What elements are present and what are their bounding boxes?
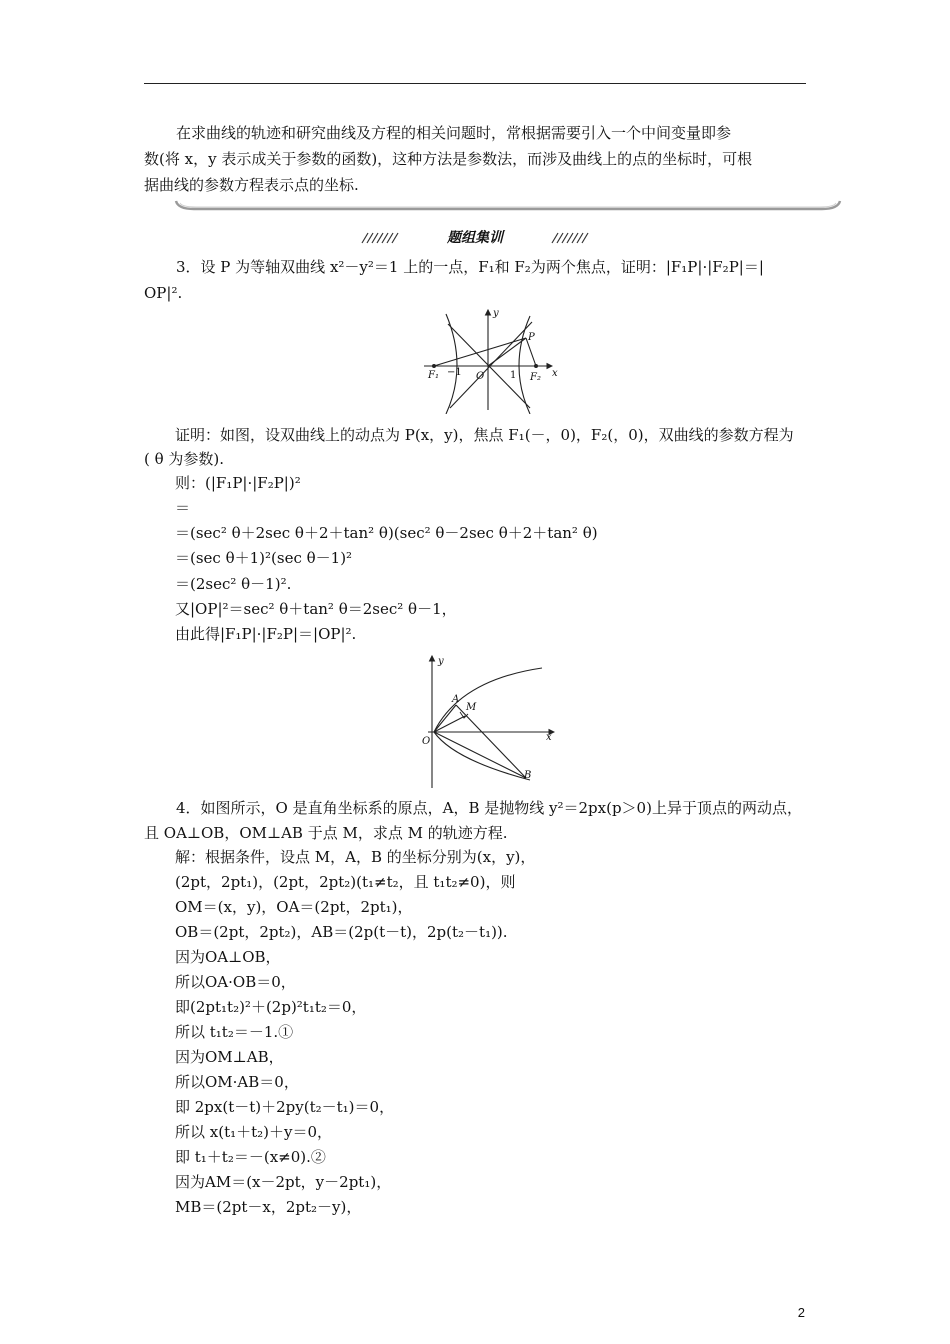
solution-line-1: 解：根据条件，设点 M，A，B 的坐标分别为(x，y)， [175, 848, 536, 866]
fig2-label-x: x [546, 732, 552, 743]
solution-line-7: 即(2pt₁t₂)²＋(2p)²t₁t₂＝0， [175, 998, 367, 1016]
segment-OB [434, 732, 526, 778]
segment-F1P [434, 338, 526, 366]
fig2-label-B: B [524, 770, 532, 781]
solution-line-6: 所以OA·OB＝0， [175, 973, 296, 991]
focus-F2-point [534, 364, 538, 368]
solution-line-10: 所以OM·AB＝0， [175, 1073, 299, 1091]
proof-line-2: ( θ 为参数). [144, 450, 225, 468]
solution-line-9: 因为OM⊥AB， [175, 1048, 284, 1066]
focus-F1-point [432, 364, 436, 368]
section-heading [360, 228, 590, 248]
fig1-label-P: P [528, 332, 535, 343]
solution-line-14: 因为AM＝(x－2pt，y－2pt₁)， [175, 1173, 392, 1191]
solution-line-13: 即 t₁＋t₂＝－(x≠0).② [175, 1148, 326, 1166]
page-number: 2 [797, 1305, 805, 1320]
solution-line-8: 所以 t₁t₂＝－1.① [175, 1023, 294, 1041]
hyperbola-figure [420, 304, 560, 414]
proof-line-8: 又|OP|²＝sec² θ＋tan² θ＝2sec² θ－1， [175, 600, 457, 618]
fig1-label-x: x [552, 368, 558, 379]
proof-line-5: ＝(sec² θ＋2sec θ＋2＋tan² θ)(sec² θ－2sec θ＋2＋tan² θ) [175, 524, 598, 542]
left-branch [446, 314, 457, 414]
problem3-line-1: 3．设 P 为等轴双曲线 x²－y²＝1 上的一点，F₁和 F₂为两个焦点，证明：|F₁P|·|F₂P|＝| [176, 258, 764, 276]
parabola-figure [420, 650, 560, 792]
proof-line-7: ＝(2sec² θ－1)². [175, 575, 292, 593]
solution-line-2: (2pt，2pt₁)，(2pt，2pt₂)(t₁≠t₂，且 t₁t₂≠0)，则 [175, 873, 516, 891]
intro-line-3: 据曲线的参数方程表示点的坐标. [144, 176, 359, 194]
problem4-line-2: 且 OA⊥OB，OM⊥AB 于点 M，求点 M 的轨迹方程. [144, 824, 508, 842]
fig1-label-F2: F₂ [530, 372, 541, 383]
fig1-label-O: O [476, 371, 485, 382]
section-heading-text: 题组集训 [447, 230, 503, 246]
problem3-line-2: OP|². [144, 284, 183, 302]
fig2-label-O: O [422, 736, 431, 747]
proof-line-4: ＝ [175, 499, 191, 517]
callout-box-border [174, 197, 842, 213]
solution-line-12: 所以 x(t₁＋t₂)＋y＝0， [175, 1123, 333, 1141]
proof-line-1: 证明：如图，设双曲线上的动点为 P(x，y)，焦点 F₁(－，0)，F₂(，0)，双曲线的参数方程为 [175, 426, 794, 444]
segment-OA [434, 705, 456, 732]
fig1-label-y: y [493, 308, 499, 319]
fig2-label-M: M [466, 702, 477, 713]
solution-line-5: 因为OA⊥OB， [175, 948, 281, 966]
fig2-label-y: y [438, 656, 444, 667]
problem4-line-1: 4．如图所示，O 是直角坐标系的原点，A，B 是抛物线 y²＝2px(p＞0)上异于顶点的两动点， [176, 799, 802, 817]
right-branch [519, 316, 530, 414]
fig1-label-F1: F₁ [428, 370, 439, 381]
fig1-label-minus1: −1 [447, 367, 462, 378]
solution-line-4: OB＝(2pt，2pt₂)，AB＝(2p(t－t)，2p(t₂－t₁)). [175, 923, 508, 941]
intro-line-1: 在求曲线的轨迹和研究曲线及方程的相关问题时，常根据需要引入一个中间变量即参 [176, 124, 732, 142]
solution-line-3: OM＝(x，y)，OA＝(2pt，2pt₁)， [175, 898, 413, 916]
solution-line-11: 即 2px(t－t)＋2py(t₂－t₁)＝0， [175, 1098, 395, 1116]
proof-line-6: ＝(sec θ＋1)²(sec θ－1)² [175, 549, 353, 567]
asymptote-2 [450, 322, 532, 408]
header-rule [144, 83, 806, 84]
fig1-label-1: 1 [510, 370, 517, 381]
intro-line-2: 数(将 x，y 表示成关于参数的函数)，这种方法是参数法，而涉及曲线上的点的坐标时，可根 [144, 150, 753, 168]
fig2-label-A: A [452, 694, 460, 705]
proof-line-3: 则：(|F₁P|·|F₂P|)² [175, 474, 301, 492]
solution-line-15: MB＝(2pt－x，2pt₂－y)， [175, 1198, 362, 1216]
proof-line-9: 由此得|F₁P|·|F₂P|＝|OP|². [175, 625, 357, 643]
